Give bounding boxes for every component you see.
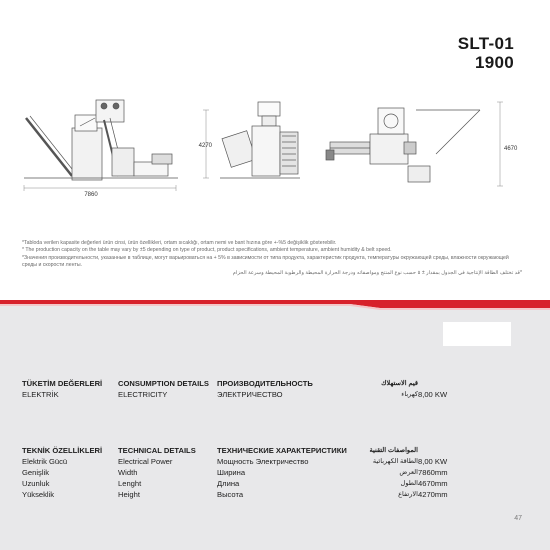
row-label-ar: كهرباء: [401, 391, 418, 398]
note-en: * The production capacity on the table may vary by ±5 depending on type of product, product specifications, ambient temperature, ambient humidity & belt speed.: [22, 247, 392, 254]
spec-row-length: [22, 478, 522, 489]
page-number: 47: [514, 515, 522, 522]
row-label-tr: Genişlik: [22, 468, 50, 477]
row-label-tr: Uzunluk: [22, 479, 50, 488]
row-label-tr: ELEKTRİK: [22, 390, 59, 399]
consumption-header-en: CONSUMPTION DETAILS: [118, 379, 209, 388]
front-view-drawing: [203, 102, 300, 178]
row-label-ar: العرض: [399, 469, 418, 476]
consumption-header-tr: TÜKETİM DEĞERLERİ: [22, 379, 103, 388]
consumption-section: [22, 378, 522, 400]
note-ar: *قد تختلف الطاقة الإنتاجية في الجدول بمقدار ± ٥ حسب نوع المنتج ومواصفاته ودرجة الحرارة المحيطة والرطوبة المحيطة وسرعة الحزام: [232, 269, 522, 276]
capacity-notes: [22, 240, 522, 277]
consumption-header-row: [22, 378, 522, 389]
consumption-header-ru: ПРОИЗВОДИТЕЛЬНОСТЬ: [217, 379, 313, 388]
note-ru: *Значения производительности, указанные в таблице, могут варьироваться на + 5% в зависимости от типа продукта, характеристик продукта, температуры окружающей среды, влажности окружающей среды и скорости ленты.: [22, 254, 509, 269]
blank-label-box: [443, 322, 511, 346]
consumption-header-ar: قيم الاستهلاك: [381, 380, 418, 387]
row-label-ru: Длина: [217, 479, 240, 488]
row-label-ru: Высота: [217, 490, 244, 499]
consumption-row: [22, 389, 522, 400]
width-dimension: 4270: [198, 143, 212, 149]
row-label-en: Height: [118, 490, 140, 499]
row-label-tr: Yükseklik: [22, 490, 55, 499]
spec-row-height: [22, 489, 522, 500]
length-dimension: 7860: [84, 192, 98, 198]
technical-header-tr: TEKNİK ÖZELLİKLERİ: [22, 446, 103, 455]
technical-header-ru: ТЕХНИЧЕСКИЕ ХАРАКТЕРИСТИКИ: [217, 446, 347, 455]
row-value: 8,00 KW: [418, 390, 448, 399]
row-label-tr: Elektrik Gücü: [22, 457, 68, 466]
row-label-en: Width: [118, 468, 138, 477]
spec-row-power: [22, 456, 522, 467]
row-value: 7860mm: [418, 468, 448, 477]
row-value: 4270mm: [418, 490, 448, 499]
row-label-en: ELECTRICITY: [118, 390, 168, 399]
technical-header-row: [22, 445, 522, 456]
row-label-ar: الارتفاع: [398, 491, 418, 498]
model-code: SLT-01: [457, 34, 514, 53]
row-value: 4670mm: [418, 479, 448, 488]
model-title: [458, 34, 514, 72]
row-label-en: Lenght: [118, 479, 142, 488]
technical-section: [22, 445, 522, 500]
model-capacity: 1900: [474, 53, 514, 72]
row-value: 8,00 KW: [418, 457, 448, 466]
note-tr: *Tabloda verilen kapasite değerleri ürün cinsi, ürün özellikleri, ortam sıcaklığı, ortam nemi ve bant hızına göre +-%5 değişiklik gösterebilir.: [22, 240, 337, 246]
technical-header-en: TECHNICAL DETAILS: [118, 446, 196, 455]
side-view-drawing: [24, 100, 178, 191]
top-view-drawing: [326, 102, 503, 186]
row-label-ru: Мощность Электричество: [217, 457, 309, 466]
row-label-ru: Ширина: [217, 468, 246, 477]
technical-header-ar: المواصفات التقنية: [369, 447, 418, 454]
machine-drawings: [0, 90, 550, 210]
height-dimension: 4670: [504, 146, 518, 152]
spec-row-width: [22, 467, 522, 478]
red-accent-stripe: [0, 300, 550, 320]
row-label-ar: الطول: [400, 480, 418, 487]
row-label-ar: الطاقة الكهربائية: [372, 458, 418, 465]
row-label-ru: ЭЛЕКТРИЧЕСТВО: [217, 390, 283, 399]
row-label-en: Electrical Power: [118, 457, 173, 466]
